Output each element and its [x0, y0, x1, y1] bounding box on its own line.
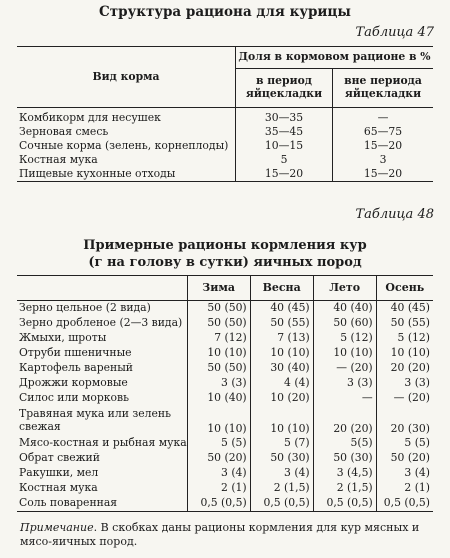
ration-autumn-cell: 20 (30) [376, 406, 433, 436]
ration-summer-cell: 40 (40) [313, 301, 376, 317]
ration-winter-cell: 50 (50) [187, 316, 250, 331]
ration-spring-cell: 5 (7) [250, 436, 313, 451]
ration-item-name: Ракушки, мел [19, 466, 99, 480]
ration-spring-cell: 3 (4) [250, 466, 313, 481]
ration-winter-cell: 50 (50) [187, 301, 250, 317]
ration-item-name: Зерно дробленое (2—3 вида) [19, 316, 183, 330]
ration-item-name: Отруби пшеничные [19, 346, 132, 360]
footnote [20, 521, 440, 550]
table-row [17, 331, 433, 346]
table-row [17, 496, 433, 512]
ration-spring-cell: 7 (13) [250, 331, 313, 346]
ration-autumn-cell: 20 (20) [376, 361, 433, 376]
header-autumn: Осень [376, 276, 433, 301]
table-row [17, 391, 433, 406]
feed-name-cell: Пищевые кухонные отходы [17, 167, 236, 182]
table-row [17, 167, 433, 182]
ration-item-name: Зерно цельное (2 вида) [19, 301, 151, 315]
ration-autumn-cell: 3 (3) [376, 376, 433, 391]
ration-item-name: Мясо-костная и рыбная мука [19, 436, 187, 450]
ration-winter-cell: 50 (20) [187, 451, 250, 466]
ration-summer-cell: 50 (30) [313, 451, 376, 466]
laying-share-cell: 35—45 [236, 125, 333, 139]
ration-autumn-cell: 5 (5) [376, 436, 433, 451]
table-row [17, 466, 433, 481]
outside-share-cell: 15—20 [363, 166, 403, 180]
ration-item-name: Костная мука [19, 481, 98, 495]
ration-summer-cell: 20 (20) [313, 406, 376, 436]
footnote-label: Примечание [20, 521, 94, 534]
table-row [17, 346, 433, 361]
laying-share-cell: 30—35 [236, 108, 333, 126]
col-laying-period-header: в период яйцекладки [236, 69, 333, 108]
outside-share-cell: 65—75 [363, 124, 403, 138]
table-48-corner [17, 276, 187, 301]
ration-summer-cell: 0,5 (0,5) [313, 496, 376, 512]
ration-spring-cell: 40 (45) [250, 301, 313, 317]
ration-winter-cell: 50 (50) [187, 361, 250, 376]
table-row [17, 481, 433, 496]
ration-autumn-cell: 3 (4) [376, 466, 433, 481]
ration-winter-cell: 5 (5) [187, 436, 250, 451]
table-row [17, 376, 433, 391]
ration-summer-cell: 5 (12) [313, 331, 376, 346]
table-row [17, 125, 433, 139]
table-48-title-line-2: (г на голову в сутки) яичных пород [88, 254, 362, 270]
table-row [17, 436, 433, 451]
ration-winter-cell: 10 (10) [187, 406, 250, 436]
feed-name-cell: Зерновая смесь [17, 125, 236, 139]
ration-winter-cell: 10 (10) [187, 346, 250, 361]
ration-winter-cell: 7 (12) [187, 331, 250, 346]
ration-autumn-cell: 50 (55) [376, 316, 433, 331]
ration-winter-cell: 10 (40) [187, 391, 250, 406]
table-47 [17, 46, 433, 182]
ration-summer-cell: 10 (10) [313, 346, 376, 361]
ration-autumn-cell: 0,5 (0,5) [376, 496, 433, 512]
table-row [17, 451, 433, 466]
ration-summer-cell: 3 (4,5) [313, 466, 376, 481]
outside-share-cell: 3 [379, 152, 387, 166]
laying-share-cell: 5 [236, 153, 333, 167]
laying-share-cell: 10—15 [236, 139, 333, 153]
ration-item-name: Жмыхи, шроты [19, 331, 107, 345]
ration-item-name: Обрат свежий [19, 451, 100, 465]
ration-summer-cell: — [313, 391, 376, 406]
ration-spring-cell: 30 (40) [250, 361, 313, 376]
footnote-text: . В скобках даны рационы кормления для кур мясных и мясо-яичных пород. [20, 521, 420, 549]
header-spring: Весна [250, 276, 313, 301]
ration-summer-cell: 3 (3) [313, 376, 376, 391]
ration-spring-cell: 10 (20) [250, 391, 313, 406]
ration-autumn-cell: 40 (45) [376, 301, 433, 317]
share-group-header: Доля в кормовом рационе в % [236, 47, 434, 69]
table-48-title-line-1: Примерные рационы кормления кур [83, 238, 367, 253]
laying-share-cell: 15—20 [236, 167, 333, 182]
feed-name-cell: Сочные корма (зелень, корнеплоды) [17, 139, 236, 153]
ration-item-name: Дрожжи кормовые [19, 376, 128, 390]
ration-summer-cell: 50 (60) [313, 316, 376, 331]
table-row [17, 406, 433, 436]
table-48-caption: Таблица 48 [355, 207, 434, 222]
ration-autumn-cell: 2 (1) [376, 481, 433, 496]
ration-winter-cell: 0,5 (0,5) [187, 496, 250, 512]
header-summer: Лето [313, 276, 376, 301]
ration-item-name: Соль поваренная [19, 496, 118, 510]
table-row [17, 153, 433, 167]
ration-spring-cell: 50 (30) [250, 451, 313, 466]
ration-spring-cell: 50 (55) [250, 316, 313, 331]
ration-autumn-cell: 10 (10) [376, 346, 433, 361]
ration-item-name: Силос или морковь [19, 391, 129, 405]
ration-spring-cell: 4 (4) [250, 376, 313, 391]
ration-autumn-cell: 50 (20) [376, 451, 433, 466]
ration-summer-cell: 2 (1,5) [313, 481, 376, 496]
table-48-title [0, 238, 450, 272]
outside-share-cell: — [333, 108, 434, 126]
feed-name-cell: Комбикорм для несушек [17, 108, 236, 126]
table-row [17, 361, 433, 376]
table-row [17, 139, 433, 153]
table-row [17, 301, 433, 317]
ration-item-name: Травяная мука или зелень свежая [19, 407, 171, 433]
ration-item-name: Картофель вареный [19, 361, 133, 375]
ration-summer-cell: — (20) [313, 361, 376, 376]
col-outside-laying-header: вне периода яйцекладки [344, 74, 422, 101]
table-row [17, 316, 433, 331]
ration-spring-cell: 10 (10) [250, 406, 313, 436]
ration-spring-cell: 10 (10) [250, 346, 313, 361]
header-winter: Зима [187, 276, 250, 301]
ration-winter-cell: 3 (3) [187, 376, 250, 391]
page-title: Структура рациона для курицы [99, 4, 351, 20]
outside-share-cell: 15—20 [363, 138, 403, 152]
feed-name-cell: Костная мука [17, 153, 236, 167]
ration-winter-cell: 2 (1) [187, 481, 250, 496]
table-47-caption: Таблица 47 [355, 25, 434, 40]
table-48 [17, 275, 433, 512]
col-feed-type-header: Вид корма [17, 47, 236, 108]
ration-spring-cell: 0,5 (0,5) [250, 496, 313, 512]
ration-autumn-cell: — (20) [376, 391, 433, 406]
table-row [17, 108, 433, 126]
ration-autumn-cell: 5 (12) [376, 331, 433, 346]
ration-summer-cell: 5(5) [313, 436, 376, 451]
ration-winter-cell: 3 (4) [187, 466, 250, 481]
ration-spring-cell: 2 (1,5) [250, 481, 313, 496]
